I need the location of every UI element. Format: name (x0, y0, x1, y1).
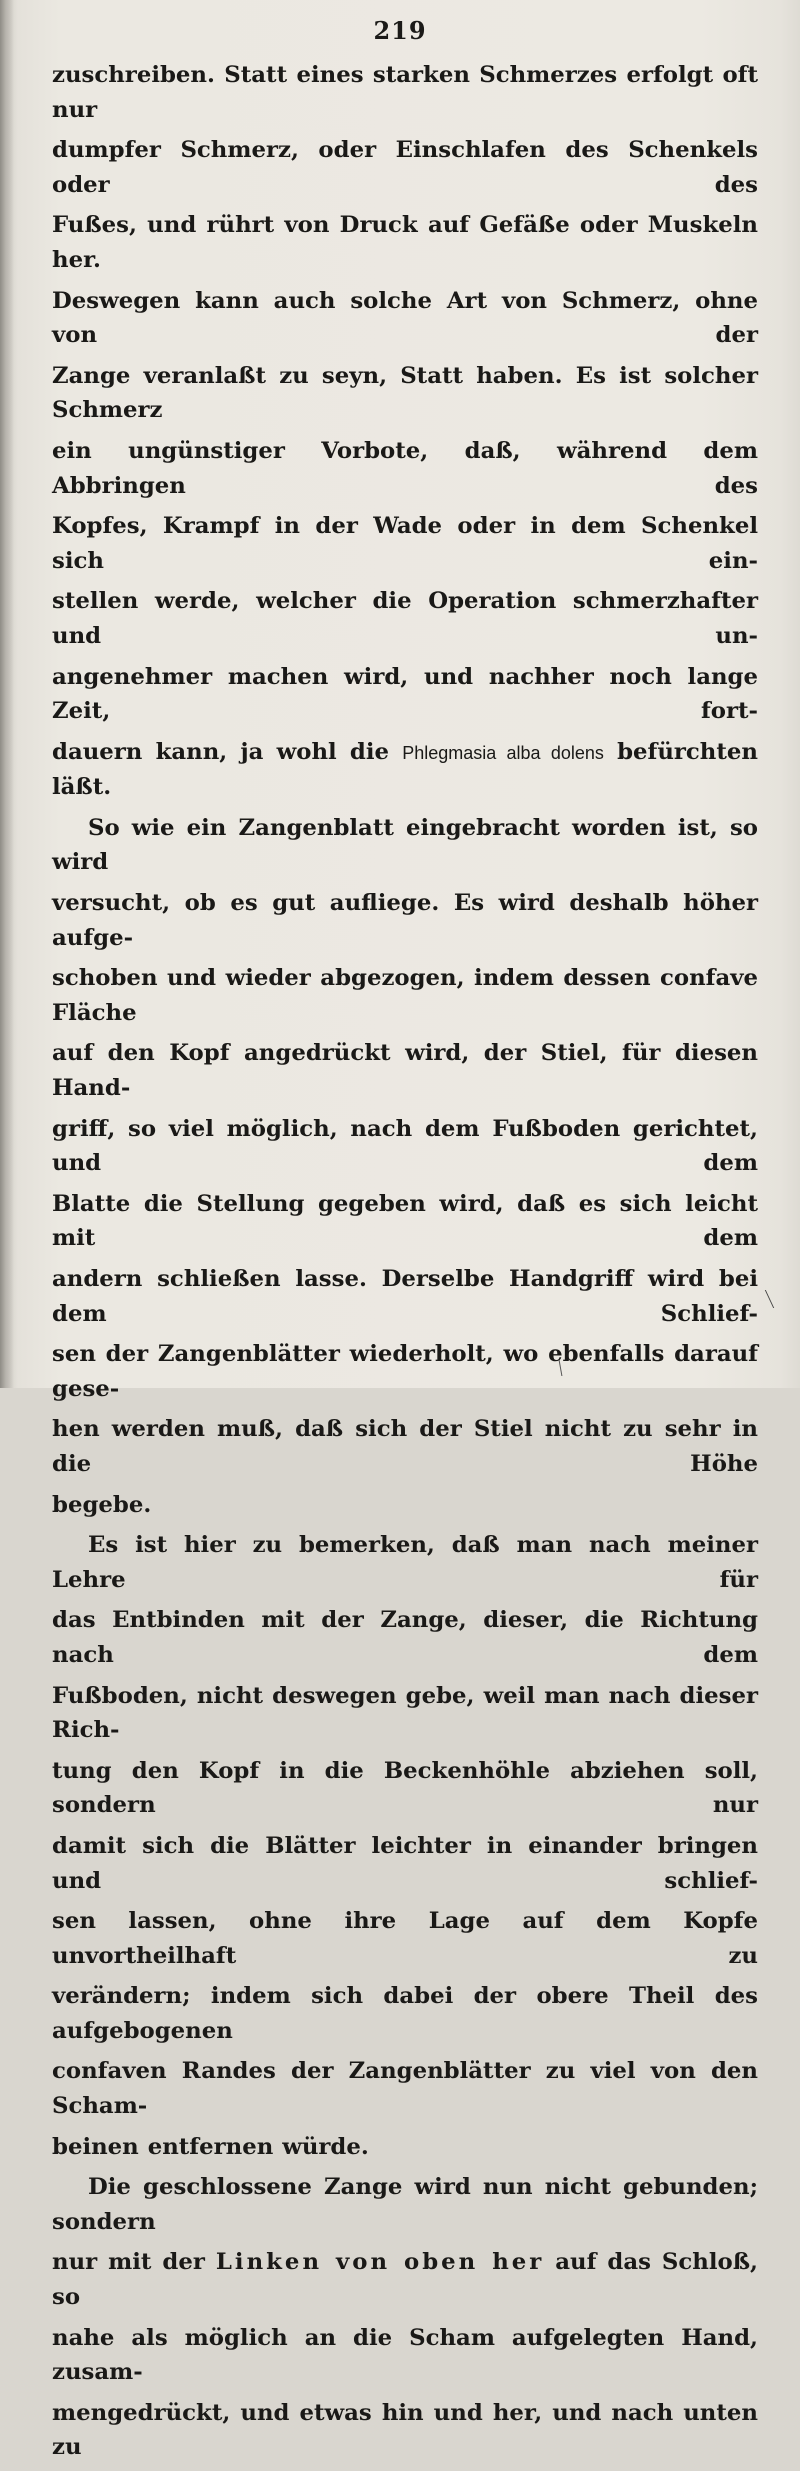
emphasized-text: Linken von oben her (215, 2249, 545, 2276)
text-line: zuschreiben. Statt eines starken Schmerzes erfolgt oft nur (52, 62, 758, 123)
paragraph-3 (52, 1528, 758, 2164)
text-line: auf den Kopf angedrückt wird, der Stiel, für diesen Hand- (52, 1040, 758, 1102)
text-line: damit sich die Blätter leichter in einander bringen und schlief- (52, 1832, 758, 1894)
text-line: andern schließen lasse. Derselbe Handgriff wird bei dem Schlief- (52, 1266, 758, 1327)
text-line: ein ungünstiger Vorbote, daß, während dem Abbringen des (52, 437, 758, 499)
text-line: mengedrückt, und etwas hin und her, und nach unten zu (52, 2399, 758, 2461)
text-line: Fußes, und rührt von Druck auf Gefäße oder Muskeln her. (52, 212, 758, 273)
text-line: begebe. (52, 1491, 152, 1518)
body-text (52, 58, 758, 2471)
text-line: Deswegen kann auch solche Art von Schmerz, ohne von der (52, 287, 758, 349)
text-line: griff, so viel möglich, nach dem Fußboden gerichtet, und dem (52, 1115, 758, 1177)
text-line: versucht, ob es gut aufliege. Es wird deshalb höher aufge- (52, 890, 758, 951)
text-line: confaven Randes der Zangenblätter zu viel von den Scham- (52, 2058, 758, 2120)
paragraph-1 (52, 58, 758, 805)
text-line: Blatte die Stellung gegeben wird, daß es sich leicht mit dem (52, 1190, 758, 1252)
text-run: befürchten läßt. (52, 738, 758, 801)
text-line: verändern; indem sich dabei der obere Theil des aufgebogenen (52, 1983, 758, 2044)
latin-term: Phlegmasia alba dolens (402, 742, 604, 763)
paragraph-4 (52, 2170, 758, 2465)
text-line: das Entbinden mit der Zange, dieser, die Richtung nach dem (52, 1607, 758, 1668)
text-line: Fußboden, nicht deswegen gebe, weil man nach dieser Rich- (52, 1682, 758, 1744)
text-line: tung den Kopf in die Beckenhöhle abziehen soll, sondern nur (52, 1757, 758, 1819)
binding-shadow (0, 0, 14, 1388)
text-run: nur mit der (52, 2249, 216, 2276)
text-line: hen werden muß, daß sich der Stiel nicht zu sehr in die Höhe (52, 1416, 758, 1477)
text-line: nahe als möglich an die Scham aufgelegten Hand, zusam- (52, 2324, 758, 2386)
text-line: Es ist hier zu bemerken, daß man nach meiner Lehre für (52, 1532, 758, 1593)
page-number: 219 (373, 16, 427, 45)
paragraph-2 (52, 811, 758, 1522)
text-line (52, 2245, 758, 2314)
text-line: angenehmer machen wird, und nachher noch lange Zeit, fort- (52, 663, 758, 725)
text-line: sen der Zangenblätter wiederholt, wo ebenfalls darauf gese- (52, 1341, 758, 1402)
text-line: stellen werde, welcher die Operation schmerzhafter und un- (52, 588, 758, 649)
text-line: Die geschlossene Zange wird nun nicht gebunden; sondern (52, 2174, 758, 2235)
text-line: sen lassen, ohne ihre Lage auf dem Kopfe unvortheilhaft zu (52, 1908, 758, 1969)
text-line: beinen entfernen würde. (52, 2133, 369, 2160)
text-line: schoben und wieder abgezogen, indem dessen confave Fläche (52, 965, 758, 1026)
text-run: auf das Schloß, so (52, 2249, 758, 2311)
text-line: Zange veranlaßt zu seyn, Statt haben. Es ist solcher Schmerz (52, 362, 758, 424)
text-line (52, 735, 758, 805)
text-line: So wie ein Zangenblatt eingebracht worden ist, so wird (52, 814, 758, 876)
text-run: dauern kann, ja wohl die (52, 738, 403, 765)
text-line: dumpfer Schmerz, oder Einschlafen des Schenkels oder des (52, 137, 758, 198)
text-line: Kopfes, Krampf in der Wade oder in dem Schenkel sich ein- (52, 513, 758, 574)
